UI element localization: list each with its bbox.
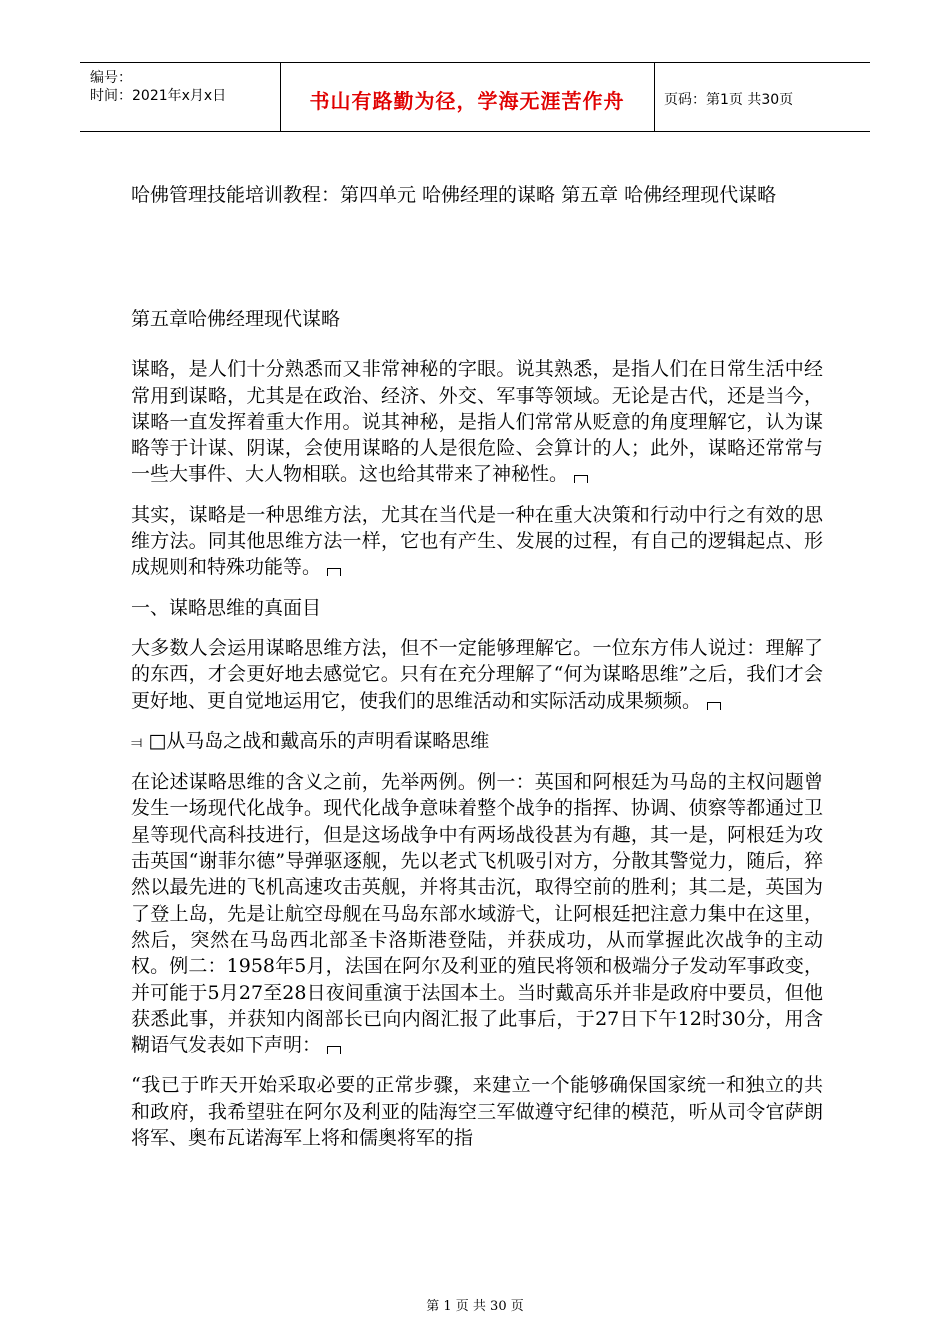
paragraph	[131, 1072, 823, 1151]
subsection-bullet-icon: ⫤	[131, 732, 143, 751]
header-motto-cell	[280, 63, 655, 131]
document-title: 哈佛管理技能培训教程：第四单元 哈佛经理的谋略 第五章 哈佛经理现代谋略	[131, 184, 777, 206]
paragraph-mark-icon	[574, 475, 588, 483]
section-heading: 一、谋略思维的真面目	[131, 596, 322, 619]
header-page-code: 页码：第1页 共30页	[664, 92, 794, 108]
paragraph	[131, 635, 823, 714]
document-time-label: 时间：2021年x月x日	[90, 88, 227, 104]
paragraph-mark-icon	[327, 1046, 341, 1054]
paragraph	[131, 356, 823, 487]
header-info-cell	[80, 63, 281, 131]
document-body	[131, 180, 823, 1165]
page-footer: 第 1 页 共 30 页	[426, 1299, 524, 1314]
header-page-cell	[654, 63, 870, 131]
paragraph-text: 其实，谋略是一种思维方法，尤其在当代是一种在重大决策和行动中行之有效的思维方法。同其他思维方法一样，它也有产生、发展的过程，有自己的逻辑起点、形成规则和特殊功能等。	[131, 503, 823, 579]
paragraph-text: “我已于昨天开始采取必要的正常步骤，来建立一个能够确保国家统一和独立的共和政府，我希望驻在阿尔及利亚的陆海空三军做遵守纪律的模范，听从司令官萨朗将军、奥布瓦诺海军上将和儒奥将军的指	[131, 1074, 823, 1150]
subsection-heading-text: □从马岛之战和戴高乐的声明看谋略思维	[148, 729, 490, 752]
paragraph	[131, 502, 823, 581]
chapter-heading: 第五章哈佛经理现代谋略	[131, 308, 341, 330]
paragraph-text: 在论述谋略思维的含义之前，先举两例。例一：英国和阿根廷为马岛的主权问题曾发生一场现代化战争。现代化战争意味着整个战争的指挥、协调、侦察等都通过卫星等现代高科技进行，但是这场战争中有两场战役甚为有趣，其一是，阿根廷为攻击英国“谢菲尔德”导弹驱逐舰，先以老式飞机吸引对方，分散其警觉力，随后，猝然以最先进的飞机高速攻击英舰，并将其击沉，取得空前的胜利；其二是，英国为了登上岛，先是让航空母舰在马岛东部水域游弋，让阿根廷把注意力集中在这里，然后，突然在马岛西北部圣卡洛斯港登陆，并获成功，从而掌握此次战争的主动权。例二：1958年5月，法国在阿尔及利亚的殖民将领和极端分子发动军事政变，并可能于5月27至28日夜间重演于法国本土。当时戴高乐并非是政府中要员，但他获悉此事，并获知内阁部长已向内阁汇报了此事后，于27日下午12时30分，用含糊语气发表如下声明：	[131, 771, 823, 1057]
header-motto: 书山有路勤为径，学海无涯苦作舟	[309, 89, 625, 113]
paragraph-mark-icon	[327, 568, 341, 576]
document-header	[80, 62, 870, 132]
document-number-label: 编号：	[90, 70, 132, 86]
paragraph	[131, 769, 823, 1058]
paragraph-text: 大多数人会运用谋略思维方法，但不一定能够理解它。一位东方伟人说过：理解了的东西，才会更好地去感觉它。只有在充分理解了“何为谋略思维”之后，我们才会更好地、更自觉地运用它，使我们的思维活动和实际活动成果频频。	[131, 636, 823, 712]
paragraph-mark-icon	[707, 702, 721, 710]
subsection-heading	[131, 728, 823, 755]
paragraph-text: 谋略，是人们十分熟悉而又非常神秘的字眼。说其熟悉，是指人们在日常生活中经常用到谋略，尤其是在政治、经济、外交、军事等领域。无论是古代，还是当今，谋略一直发挥着重大作用。说其神秘，是指人们常常从贬意的角度理解它，认为谋略等于计谋、阴谋，会使用谋略的人是很危险、会算计的人；此外，谋略还常常与一些大事件、大人物相联。这也给其带来了神秘性。	[131, 358, 823, 486]
